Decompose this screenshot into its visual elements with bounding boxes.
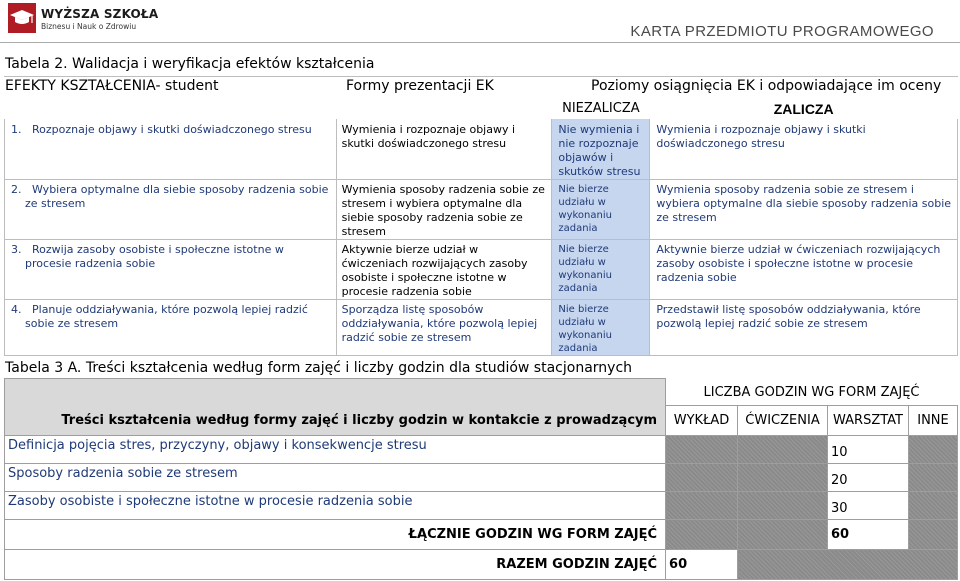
total-all-value: 60 — [666, 550, 738, 580]
table-row — [5, 464, 958, 492]
form-cell: Sporządza listę sposobów oddziaływania, które pozwolą lepiej radzić sobie ze stresem — [336, 300, 552, 356]
table2-col-outcomes: EFEKTY KSZTAŁCENIA- student — [5, 78, 219, 94]
pass-cell: Przedstawił listę sposobów oddziaływania, które pozwolą lepiej radzić sobie ze stresem — [650, 300, 958, 356]
empty-cell — [738, 436, 828, 464]
empty-cell — [738, 464, 828, 492]
table-row — [5, 492, 958, 520]
total-all-row — [5, 550, 958, 580]
document-header: KARTA PRZEDMIOTU PROGRAMOWEGO — [630, 23, 934, 40]
table-row — [5, 180, 958, 240]
table2-col-fail: NIEZALICZA — [552, 99, 650, 119]
pass-cell: Wymienia sposoby radzenia sobie ze stresem i wybiera optymalne dla siebie sposoby radzenia sobie ze stresem — [650, 180, 958, 240]
table2-col-levels: Poziomy osiągnięcia EK i odpowiadające im oceny — [591, 78, 942, 94]
empty-cell — [738, 492, 828, 520]
total-forms-value: 60 — [828, 520, 909, 550]
total-all-label: RAZEM GODZIN ZAJĘĆ — [5, 550, 666, 580]
content-header: Treści kształcenia według formy zajęć i liczby godzin w kontakcie z prowadzącym — [5, 379, 666, 436]
total-forms-label: ŁĄCZNIE GODZIN WG FORM ZAJĘĆ — [5, 520, 666, 550]
table-row — [5, 240, 958, 300]
fail-cell: Nie bierze udziału w wykonaniu zadania — [552, 240, 650, 300]
outcome-text: 3. Rozwija zasoby osobiste i społeczne istotne w procesie radzenia sobie — [11, 243, 284, 270]
table2-top-rule — [4, 76, 958, 77]
table2-col-pass: ZALICZA — [650, 99, 958, 119]
logo-name: WYŻSZA SZKOŁA — [41, 7, 159, 21]
empty-cell — [666, 520, 738, 550]
hours-cell: 20 — [828, 464, 909, 492]
topic-cell: Zasoby osobiste i społeczne istotne w procesie radzenia sobie — [5, 492, 666, 520]
validation-table — [4, 98, 958, 356]
school-logo — [8, 3, 159, 33]
content-hours-table — [4, 378, 958, 580]
pass-cell: Aktywnie bierze udział w ćwiczeniach rozwijających zasoby osobiste i społeczne istotne w procesie radzenia sobie — [650, 240, 958, 300]
form-cell: Wymienia i rozpoznaje objawy i skutki doświadczonego stresu — [336, 119, 552, 180]
col-cwiczenia: ĆWICZENIA — [738, 406, 828, 436]
table-row — [5, 436, 958, 464]
empty-cell — [666, 492, 738, 520]
outcome-text: 1. Rozpoznaje objawy i skutki doświadczonego stresu — [11, 123, 312, 136]
header-divider — [0, 42, 960, 43]
table-row — [5, 300, 958, 356]
hours-group-header: LICZBA GODZIN WG FORM ZAJĘĆ — [666, 379, 958, 406]
empty-cell — [908, 464, 957, 492]
total-forms-row — [5, 520, 958, 550]
table2-subheader-row — [5, 99, 958, 119]
empty-cell — [738, 550, 958, 580]
outcome-text: 2. Wybiera optymalne dla siebie sposoby radzenia sobie ze stresem — [11, 183, 329, 210]
empty-cell — [666, 436, 738, 464]
table2-col-forms: Formy prezentacji EK — [346, 78, 494, 94]
col-warsztat: WARSZTAT — [828, 406, 909, 436]
fail-cell: Nie bierze udziału w wykonaniu zadania — [552, 180, 650, 240]
hours-cell: 30 — [828, 492, 909, 520]
empty-cell — [908, 492, 957, 520]
table3-title: Tabela 3 A. Treści kształcenia według form zajęć i liczby godzin dla studiów stacjonarnych — [5, 360, 633, 376]
graduation-cap-icon — [8, 3, 36, 33]
table-row — [5, 119, 958, 180]
logo-subtitle: Biznesu i Nauk o Zdrowiu — [41, 22, 137, 31]
empty-cell — [738, 520, 828, 550]
pass-cell: Wymienia i rozpoznaje objawy i skutki doświadczonego stresu — [650, 119, 958, 180]
empty-cell — [666, 464, 738, 492]
topic-cell: Definicja pojęcia stres, przyczyny, objawy i konsekwencje stresu — [5, 436, 666, 464]
col-wyklad: WYKŁAD — [666, 406, 738, 436]
topic-cell: Sposoby radzenia sobie ze stresem — [5, 464, 666, 492]
empty-cell — [908, 520, 957, 550]
col-inne: INNE — [908, 406, 957, 436]
form-cell: Aktywnie bierze udział w ćwiczeniach rozwijających zasoby osobiste i społeczne istotne w procesie radzenia sobie — [336, 240, 552, 300]
form-cell: Wymienia sposoby radzenia sobie ze stresem i wybiera optymalne dla siebie sposoby radzenia sobie ze stresem — [336, 180, 552, 240]
fail-cell: Nie wymienia i nie rozpoznaje objawów i skutków stresu — [552, 119, 650, 180]
table2-title: Tabela 2. Walidacja i weryfikacja efektów kształcenia — [5, 56, 375, 72]
outcome-text: 4. Planuje oddziaływania, które pozwolą lepiej radzić sobie ze stresem — [11, 303, 308, 330]
fail-cell: Nie bierze udziału w wykonaniu zadania — [552, 300, 650, 356]
hours-cell: 10 — [828, 436, 909, 464]
empty-cell — [908, 436, 957, 464]
